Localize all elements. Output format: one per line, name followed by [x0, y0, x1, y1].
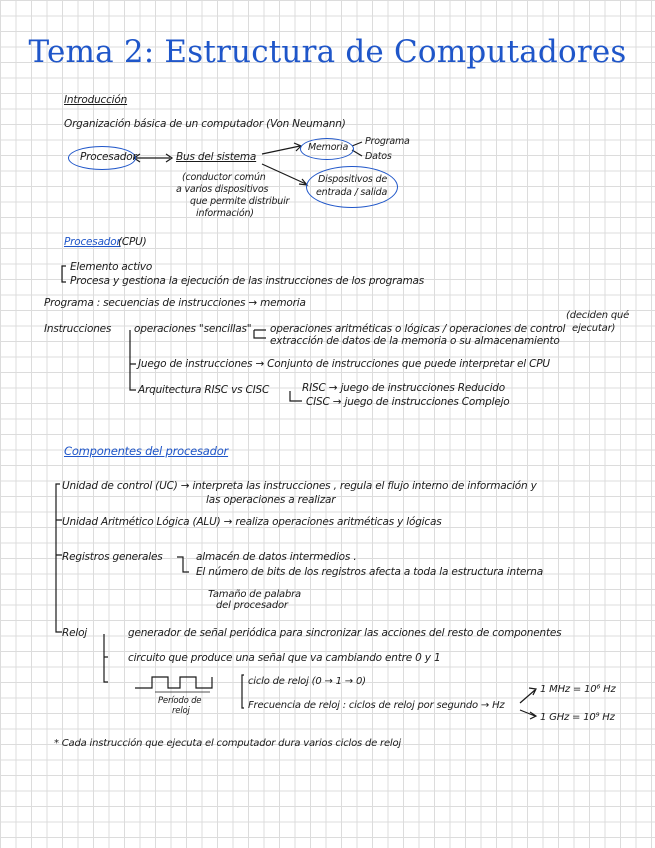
node-bus: Bus del sistema — [176, 151, 257, 163]
bus-note-4: información) — [196, 208, 254, 219]
section-cpu-heading: Procesador — [64, 236, 121, 248]
comp-clock-a: generador de señal periódica para sincronizar las acciones del resto de componentes — [128, 627, 562, 639]
comp-registers-a: almacén de datos intermedios . — [196, 551, 357, 563]
comp-clock: Reloj — [62, 627, 88, 639]
cpu-decide-2: ejecutar) — [572, 323, 616, 334]
node-processor: Procesador — [80, 151, 137, 163]
node-program: Programa — [365, 136, 410, 147]
comp-alu: Unidad Aritmético Lógica (ALU) → realiza operaciones aritméticas y lógicas — [62, 516, 442, 528]
bus-note-1: (conductor común — [182, 172, 266, 183]
cpu-decide-1: (deciden qué — [566, 310, 630, 321]
cpu-cisc: CISC → juego de instrucciones Complejo — [306, 396, 510, 408]
comp-word-1: Tamaño de palabra — [208, 589, 301, 600]
cpu-active: Elemento activo — [70, 261, 153, 273]
cpu-risc: RISC → juego de instrucciones Reducido — [302, 382, 505, 394]
comp-clock-b: circuito que produce una señal que va cambiando entre 0 y 1 — [128, 652, 441, 664]
bracket-cpu — [62, 266, 66, 282]
comp-period-1: Período de — [158, 696, 202, 706]
section-cpu-suffix: (CPU) — [118, 236, 147, 248]
footnote: * Cada instrucción que ejecuta el computador dura varios ciclos de reloj — [54, 738, 401, 749]
arrow-bus-memory — [262, 146, 300, 154]
brace-cycle — [242, 675, 244, 708]
comp-uc: Unidad de control (UC) → interpreta las instrucciones , regula el flujo interno de información y — [62, 480, 537, 492]
comp-registers: Registros generales — [62, 551, 163, 563]
cpu-arith: operaciones aritméticas o lógicas / operaciones de control — [270, 323, 566, 335]
cpu-arch: Arquitectura RISC vs CISC — [138, 384, 270, 396]
comp-mhz: 1 MHz = 10⁶ Hz — [540, 684, 616, 695]
comp-word-2: del procesador — [216, 600, 288, 611]
tree-instrucciones — [130, 330, 136, 390]
comp-cycle: ciclo de reloj (0 → 1 → 0) — [248, 676, 366, 687]
cpu-instr-label: Instrucciones — [44, 323, 112, 335]
cpu-instruction-set: Juego de instrucciones → Conjunto de instrucciones que puede interpretar el CPU — [138, 358, 550, 370]
cpu-program-line: Programa : secuencias de instrucciones → memoria — [44, 297, 306, 309]
arrow-memory-program — [352, 142, 362, 146]
section-components-heading: Componentes del procesador — [64, 444, 229, 458]
comp-uc-2: las operaciones a realizar — [206, 494, 336, 506]
bus-note-3: que permite distribuir — [190, 196, 290, 207]
cpu-extract: extracción de datos de la memoria o su almacenamiento — [270, 335, 560, 347]
comp-ghz: 1 GHz = 10⁹ Hz — [540, 712, 615, 723]
node-data: Datos — [365, 151, 392, 162]
section-intro-heading: Introducción — [64, 94, 128, 106]
page-title: Tema 2: Estructura de Computadores — [28, 34, 627, 70]
node-memory: Memoria — [308, 142, 349, 153]
comp-frequency: Frecuencia de reloj : ciclos de reloj por segundo → Hz — [248, 700, 505, 711]
square-wave — [135, 677, 212, 688]
intro-subtitle: Organización básica de un computador (Von Neumann) — [64, 118, 346, 130]
comp-registers-b: El número de bits de los registros afecta a toda la estructura interna — [196, 566, 543, 578]
cpu-executes: Procesa y gestiona la ejecución de las instrucciones de los programas — [70, 275, 424, 287]
bus-note-2: a varios dispositivos — [176, 184, 269, 195]
arrow-bus-io — [262, 164, 306, 184]
node-io-1: Dispositivos de — [318, 174, 387, 185]
cpu-simple-ops: operaciones "sencillas" — [134, 323, 252, 335]
node-io-2: entrada / salida — [316, 187, 388, 198]
comp-period-2: reloj — [172, 706, 190, 716]
